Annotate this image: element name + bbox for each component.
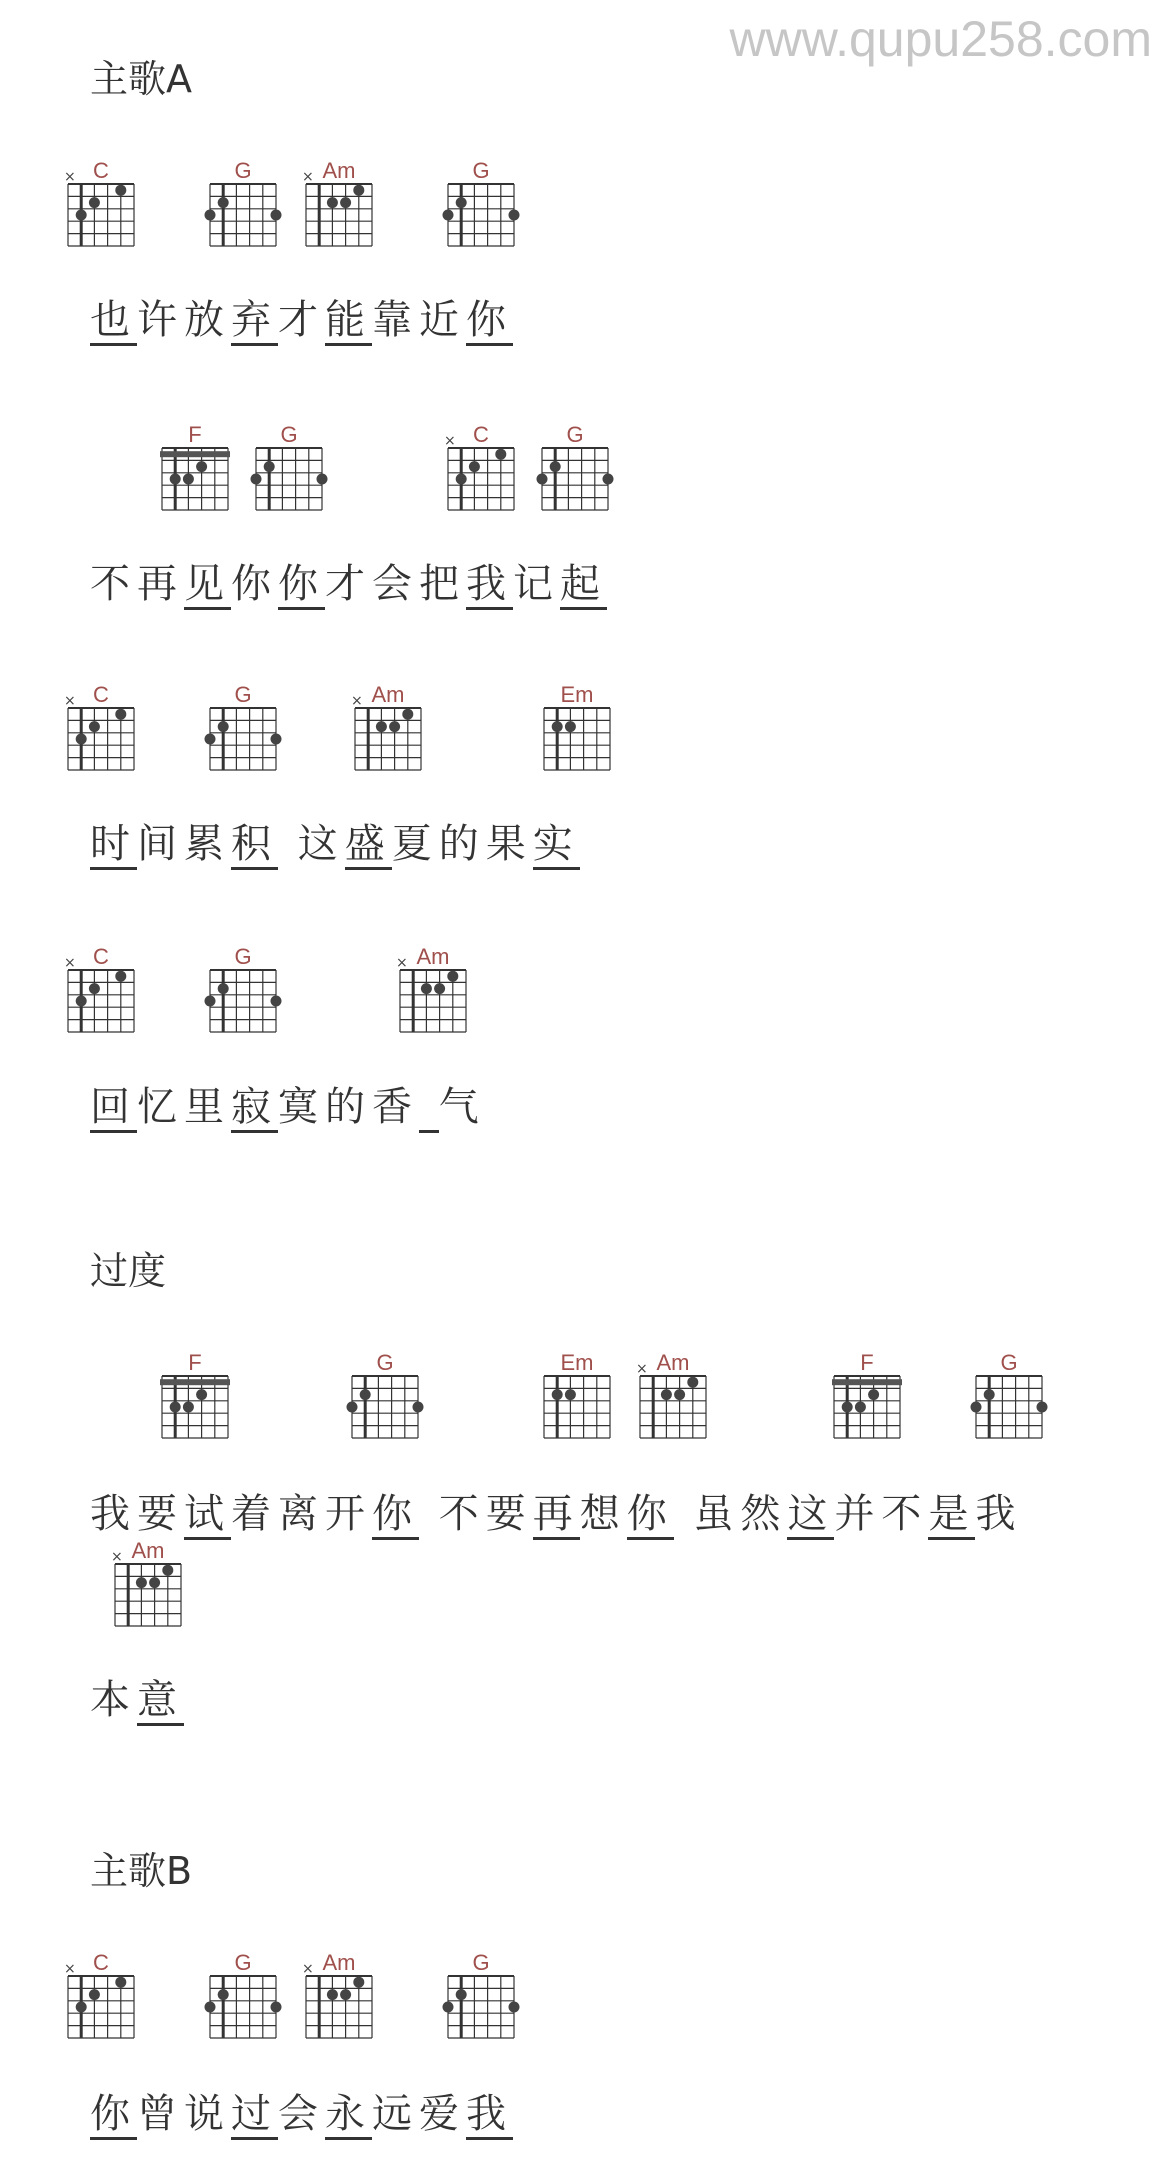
lyric-segment: 你 xyxy=(231,561,278,607)
lyric-underlined-segment: 也 xyxy=(90,297,137,346)
chord-name: C xyxy=(93,158,109,183)
finger-dot xyxy=(353,185,364,196)
finger-dot xyxy=(565,721,576,732)
lyric-underlined-segment: 你 xyxy=(466,297,513,346)
chord-name: G xyxy=(234,682,252,707)
lyric-segment: 会 xyxy=(278,2091,325,2137)
lyric-segment: 我 xyxy=(975,1491,1023,1537)
fretboard-grid xyxy=(210,184,280,254)
chord-name: Em xyxy=(560,682,594,707)
fretboard-grid xyxy=(64,693,138,778)
finger-dot xyxy=(456,197,467,208)
finger-dot xyxy=(251,474,262,485)
chord-name: G xyxy=(234,158,252,183)
mute-mark: × xyxy=(444,433,456,449)
lyric-underlined-segment: 时 xyxy=(90,821,137,870)
finger-dot xyxy=(347,1402,358,1413)
lyric-underlined-segment xyxy=(419,1084,439,1133)
finger-dot xyxy=(218,983,229,994)
lyric-segment: 远爱 xyxy=(372,2091,466,2137)
finger-dot xyxy=(842,1402,853,1413)
finger-dot xyxy=(340,1989,351,2000)
finger-dot xyxy=(509,2002,520,2013)
finger-dot xyxy=(434,983,445,994)
finger-dot xyxy=(661,1389,672,1400)
chord-name: Em xyxy=(560,1350,594,1375)
finger-dot xyxy=(456,474,467,485)
finger-dot xyxy=(271,996,282,1007)
finger-dot xyxy=(360,1389,371,1400)
section-title-verse-b: 主歌B xyxy=(90,1849,193,1893)
fretboard-grid xyxy=(64,169,138,254)
lyric-underlined-segment: 这 xyxy=(787,1491,834,1540)
lyric-segment: 气 xyxy=(438,1084,486,1130)
finger-dot xyxy=(868,1389,879,1400)
lyric-segment: 不要 xyxy=(419,1491,533,1537)
fretboard-grid xyxy=(210,1976,280,2046)
mute-mark: × xyxy=(636,1361,648,1377)
lyric-underlined-segment: 见 xyxy=(184,561,231,610)
lyric-segment: 间累 xyxy=(137,821,231,867)
fretboard-grid xyxy=(448,184,518,254)
finger-dot xyxy=(183,474,194,485)
chord-name: Am xyxy=(416,944,450,969)
fretboard-grid xyxy=(162,448,232,518)
lyric-underlined-segment: 你 xyxy=(372,1491,419,1540)
mute-mark: × xyxy=(302,1961,314,1977)
lyric-line-2 xyxy=(90,552,607,609)
finger-dot xyxy=(327,197,338,208)
fretboard-grid xyxy=(256,448,326,518)
finger-dot xyxy=(89,983,100,994)
finger-dot xyxy=(271,734,282,745)
section-title-bridge: 过度 xyxy=(90,1249,167,1293)
finger-dot xyxy=(413,1402,424,1413)
chord-name: F xyxy=(860,1350,874,1375)
chord-name: G xyxy=(1000,1350,1018,1375)
lyric-segment: 才会把 xyxy=(325,561,466,607)
lyric-underlined-segment: 你 xyxy=(90,2091,137,2140)
fretboard-grid xyxy=(64,1961,138,2046)
lyric-segment: 寞的香 xyxy=(278,1084,419,1130)
lyric-underlined-segment: 寂 xyxy=(231,1084,278,1133)
barre-bar xyxy=(160,1379,230,1385)
lyric-segment: 才 xyxy=(278,297,325,343)
chord-name: Am xyxy=(131,1538,165,1563)
fretboard-grid xyxy=(210,708,280,778)
finger-dot xyxy=(136,1577,147,1588)
finger-dot xyxy=(196,1389,207,1400)
finger-dot xyxy=(218,721,229,732)
finger-dot xyxy=(264,461,275,472)
mute-mark: × xyxy=(351,693,363,709)
finger-dot xyxy=(115,185,126,196)
finger-dot xyxy=(565,1389,576,1400)
finger-dot xyxy=(271,210,282,221)
fretboard-grid xyxy=(444,433,518,518)
lyric-segment: 夏的果 xyxy=(391,821,533,867)
lyric-underlined-segment: 永 xyxy=(325,2091,372,2140)
lyric-segment: 曾说 xyxy=(137,2091,231,2137)
lyric-segment: 不再 xyxy=(90,561,184,607)
lyric-segment: 这 xyxy=(278,821,345,867)
finger-dot xyxy=(389,721,400,732)
finger-dot xyxy=(353,1977,364,1988)
lyric-underlined-segment: 起 xyxy=(560,561,607,610)
lyric-segment: 着离开 xyxy=(231,1491,372,1537)
fretboard-grid xyxy=(162,1376,232,1446)
lyric-underlined-segment: 回 xyxy=(90,1084,137,1133)
barre-bar xyxy=(832,1379,902,1385)
chord-name: Am xyxy=(371,682,405,707)
lyric-segment: 虽然 xyxy=(673,1491,788,1537)
finger-dot xyxy=(115,709,126,720)
finger-dot xyxy=(89,1989,100,2000)
finger-dot xyxy=(317,474,328,485)
lyric-segment: 并不 xyxy=(834,1491,929,1537)
lyric-line-7 xyxy=(90,2082,513,2139)
finger-dot xyxy=(509,210,520,221)
finger-dot xyxy=(456,1989,467,2000)
finger-dot xyxy=(76,2002,87,2013)
fretboard-grid xyxy=(544,708,614,778)
finger-dot xyxy=(76,996,87,1007)
finger-dot xyxy=(205,210,216,221)
finger-dot xyxy=(537,474,548,485)
mute-mark: × xyxy=(64,169,76,185)
mute-mark: × xyxy=(64,955,76,971)
lyric-underlined-segment: 我 xyxy=(466,2091,513,2140)
chord-name: C xyxy=(473,422,489,447)
lyric-line-6 xyxy=(90,1668,184,1725)
mute-mark: × xyxy=(302,169,314,185)
lyric-underlined-segment: 意 xyxy=(137,1677,184,1726)
finger-dot xyxy=(170,474,181,485)
finger-dot xyxy=(170,1402,181,1413)
finger-dot xyxy=(376,721,387,732)
mute-mark: × xyxy=(111,1549,123,1565)
finger-dot xyxy=(855,1402,866,1413)
lyric-segment: 靠近 xyxy=(372,297,466,343)
lyric-underlined-segment: 是 xyxy=(928,1491,975,1540)
barre-bar xyxy=(160,451,230,457)
finger-dot xyxy=(89,721,100,732)
finger-dot xyxy=(1037,1402,1048,1413)
chord-name: Am xyxy=(322,158,356,183)
lyric-segment: 忆里 xyxy=(137,1084,231,1130)
fretboard-grid xyxy=(64,955,138,1040)
chord-name: G xyxy=(234,1950,252,1975)
lyric-underlined-segment: 实 xyxy=(533,821,580,870)
lyric-underlined-segment: 积 xyxy=(231,821,278,870)
finger-dot xyxy=(218,1989,229,2000)
lyric-underlined-segment: 能 xyxy=(325,297,372,346)
lyric-underlined-segment: 再 xyxy=(533,1491,580,1540)
finger-dot xyxy=(447,971,458,982)
lyric-line-5 xyxy=(90,1482,1022,1539)
section-title-verse-a: 主歌A xyxy=(90,57,192,101)
mute-mark: × xyxy=(64,693,76,709)
chord-name: G xyxy=(472,158,490,183)
lyric-line-1 xyxy=(90,288,513,345)
finger-dot xyxy=(402,709,413,720)
finger-dot xyxy=(443,210,454,221)
finger-dot xyxy=(443,2002,454,2013)
finger-dot xyxy=(984,1389,995,1400)
finger-dot xyxy=(271,2002,282,2013)
finger-dot xyxy=(76,734,87,745)
finger-dot xyxy=(550,461,561,472)
finger-dot xyxy=(674,1389,685,1400)
mute-mark: × xyxy=(396,955,408,971)
chord-name: G xyxy=(566,422,584,447)
finger-dot xyxy=(552,1389,563,1400)
lyric-underlined-segment: 盛 xyxy=(345,821,392,870)
finger-dot xyxy=(115,1977,126,1988)
lyric-underlined-segment: 弃 xyxy=(231,297,278,346)
fretboard-grid xyxy=(542,448,612,518)
lyric-underlined-segment: 你 xyxy=(278,561,325,610)
lyric-underlined-segment: 你 xyxy=(627,1491,674,1540)
lyric-line-3 xyxy=(90,812,580,869)
finger-dot xyxy=(327,1989,338,2000)
finger-dot xyxy=(218,197,229,208)
fretboard-grid xyxy=(834,1376,904,1446)
finger-dot xyxy=(205,996,216,1007)
fretboard-grid xyxy=(448,1976,518,2046)
chord-name: C xyxy=(93,682,109,707)
chord-name: C xyxy=(93,944,109,969)
chord-name: G xyxy=(234,944,252,969)
finger-dot xyxy=(196,461,207,472)
chord-name: F xyxy=(188,1350,202,1375)
finger-dot xyxy=(495,449,506,460)
lyric-underlined-segment: 试 xyxy=(184,1491,231,1540)
finger-dot xyxy=(115,971,126,982)
finger-dot xyxy=(469,461,480,472)
lyric-segment: 我要 xyxy=(90,1491,184,1537)
chord-name: F xyxy=(188,422,202,447)
lyric-segment: 想 xyxy=(579,1491,627,1537)
lyric-line-4 xyxy=(90,1075,486,1132)
fretboard-grid xyxy=(352,1376,422,1446)
finger-dot xyxy=(205,2002,216,2013)
finger-dot xyxy=(205,734,216,745)
lyric-segment: 本 xyxy=(90,1677,137,1723)
chord-name: C xyxy=(93,1950,109,1975)
finger-dot xyxy=(76,210,87,221)
finger-dot xyxy=(687,1377,698,1388)
finger-dot xyxy=(340,197,351,208)
finger-dot xyxy=(603,474,614,485)
fretboard-grid xyxy=(544,1376,614,1446)
lyric-underlined-segment: 过 xyxy=(231,2091,278,2140)
lyric-segment: 许放 xyxy=(137,297,231,343)
lyric-segment: 记 xyxy=(513,561,560,607)
chord-name: G xyxy=(472,1950,490,1975)
finger-dot xyxy=(421,983,432,994)
finger-dot xyxy=(162,1565,173,1576)
chord-name: G xyxy=(280,422,298,447)
finger-dot xyxy=(971,1402,982,1413)
lyric-underlined-segment: 我 xyxy=(466,561,513,610)
chord-name: Am xyxy=(656,1350,690,1375)
fretboard-grid xyxy=(210,970,280,1040)
chord-name: G xyxy=(376,1350,394,1375)
mute-mark: × xyxy=(64,1961,76,1977)
finger-dot xyxy=(552,721,563,732)
fretboard-grid xyxy=(976,1376,1046,1446)
finger-dot xyxy=(149,1577,160,1588)
finger-dot xyxy=(89,197,100,208)
chord-name: Am xyxy=(322,1950,356,1975)
site-watermark: www.qupu258.com xyxy=(729,11,1152,67)
finger-dot xyxy=(183,1402,194,1413)
